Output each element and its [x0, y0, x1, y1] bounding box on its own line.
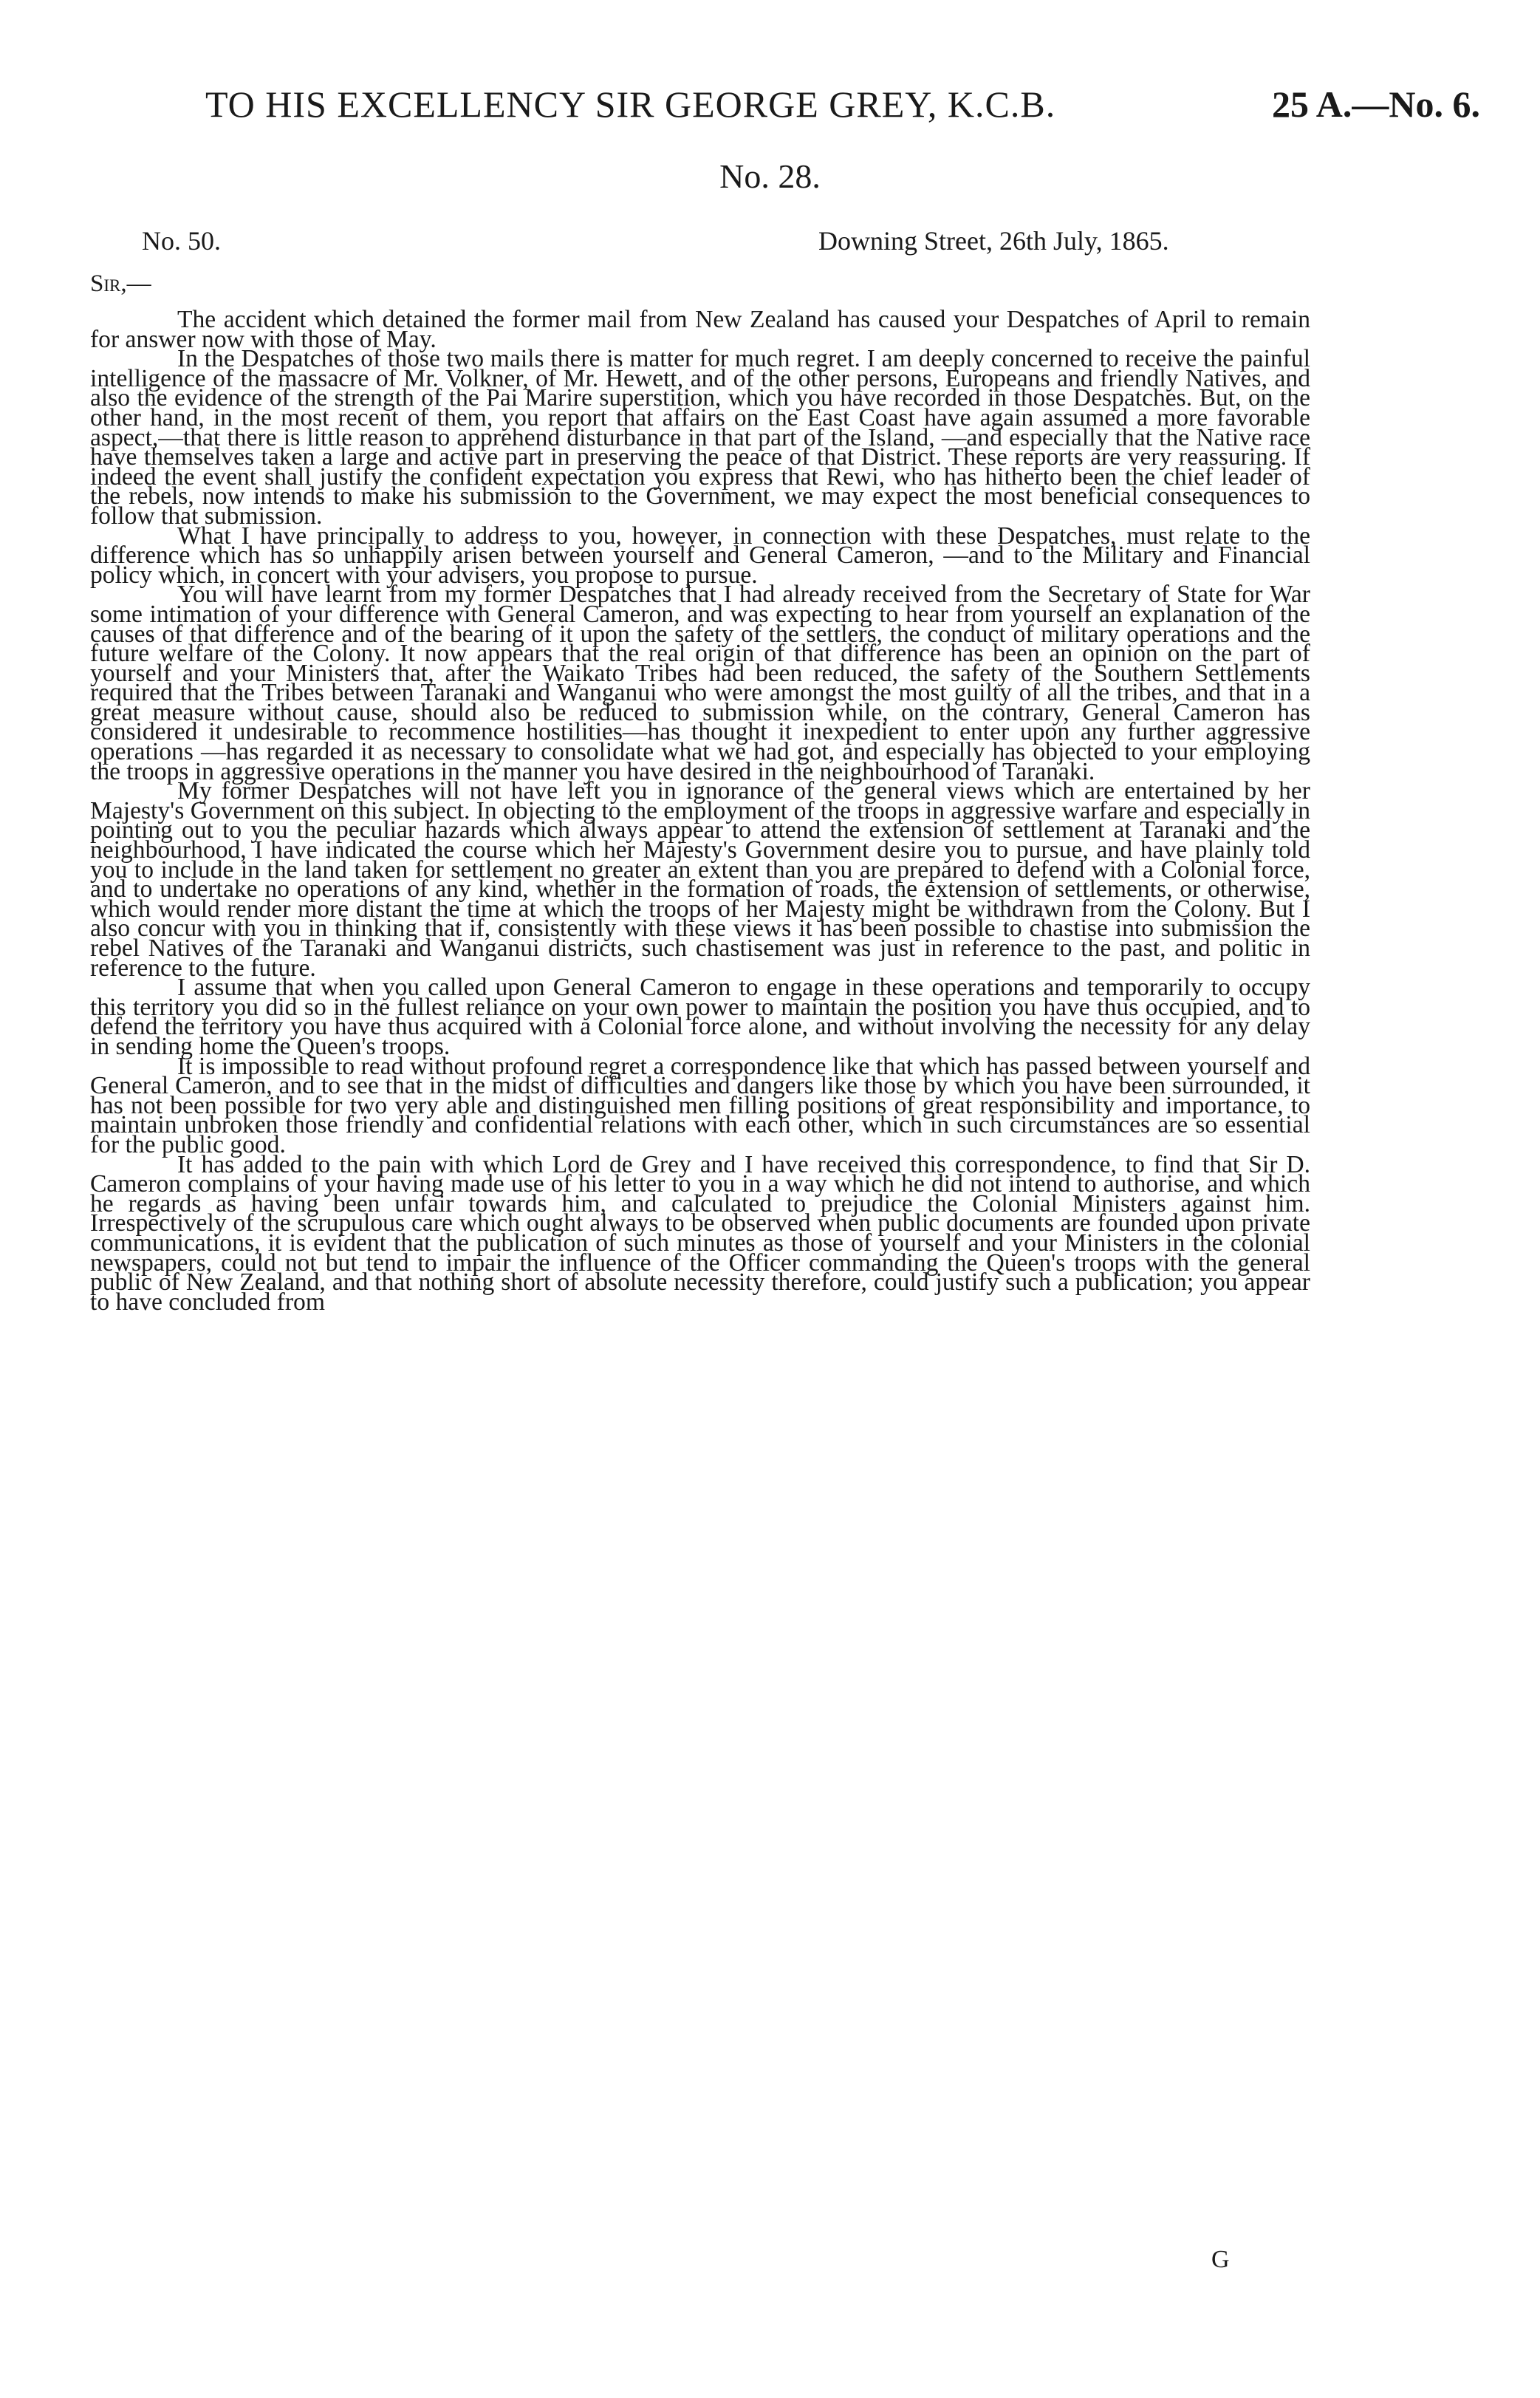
paragraph-8: It has added to the pain with which Lord de Grey and I have received this correspondence, to find that Sir D. Cameron complains of your having made use of his letter to you in a way which he did not intend to authorise, and which he regards as having been unfair towards him, and calculated to prejudice the Colonial Ministers against him. Irrespectively of the scrupulous care which ought always to be observed when public documents are founded upon private communications, it is evident that the publication of such minutes as those of yourself and your Ministers in the colonial newspapers, could not but tend to impair the influence of the Officer commanding the Queen's troops with the general public of New Zealand, and that nothing short of absolute necessity therefore, could justify such a publication; you appear to have concluded from: [90, 1150, 1310, 1316]
page-header-title: TO HIS EXCELLENCY SIR GEORGE GREY, K.C.B.: [205, 83, 1056, 125]
paragraph-4: You will have learnt from my former Despatches that I had already received from the Secretary of State for War some intimation of your difference with General Cameron, and was expecting to hear from yourself an explanation of the causes of that difference and of the bearing of it upon the safety of the settlers, the conduct of military operations and the future welfare of the Colony. It now appears that the real origin of that difference has been an opinion on the part of yourself and your Ministers that, after the Waikato Tribes had been reduced, the safety of the Southern Settlements required that the Tribes between Taranaki and Wanganui who were amongst the most guilty of all the tribes, and that in a great measure without cause, should also be reduced to submission while, on the contrary, General Cameron has considered it undesirable to recommence hostilities—has thought it inexpedient to enter upon any further aggressive operations —has regarded it as necessary to consolidate what we had got, and especially has objected to your employing the troops in aggressive operations in the manner you have desired in the neighbourhood of Taranaki.: [90, 581, 1310, 785]
salutation: Sir,—: [90, 270, 151, 297]
paragraph-1: The accident which detained the former mail from New Zealand has caused your Despatches of April to remain for answer now with those of May.: [90, 306, 1310, 353]
signature-mark: G: [1211, 2246, 1230, 2273]
paragraph-7: It is impossible to read without profound regret a correspondence like that which has passed between yourself and General Cameron, and to see that in the midst of difficulties and dangers like those by which you have been surrounded, it has not been possible for two very able and distinguished men filling positions of great responsibility and importance, to maintain unbroken those friendly and confidential relations with each other, which in such circumstances are so essential for the public good.: [90, 1052, 1310, 1158]
paragraph-3: What I have principally to address to you, however, in connection with these Despatches, must relate to the difference which has so unhappily arisen between yourself and General Cameron, —and to the Military and Financial policy which, in concert with your advisers, you propose to pursue.: [90, 522, 1310, 589]
dateline: Downing Street, 26th July, 1865.: [818, 226, 1169, 256]
document-number: No. 28.: [719, 157, 821, 195]
paragraph-5: My former Despatches will not have left you in ignorance of the general views which are entertained by her Majesty's Government on this subject. In objecting to the employment of the troops in aggressive warfare and especially in pointing out to you the peculiar hazards which always appear to attend the extension of settlement at Taranaki and the neighbourhood, I have indicated the course which her Majesty's Government desire you to pursue, and have plainly told you to include in the land taken for settlement no greater an extent than you are prepared to defend with a Colonial force, and to undertake no operations of any kind, whether in the formation of roads, the extension of settlements, or otherwise, which would render more distant the time at which the troops of her Majesty might be withdrawn from the Colony. But I also concur with you in thinking that if, consistently with these views it has been possible to chastise into submission the rebel Natives of the Taranaki and Wanganui districts, such chastisement was just in reference to the past, and politic in reference to the future.: [90, 777, 1310, 982]
page-header-ref: 25 A.—No. 6.: [1272, 83, 1480, 125]
letter-body: [90, 306, 1310, 1316]
paragraph-6: I assume that when you called upon General Cameron to engage in these operations and temporarily to occupy this territory you did so in the fullest reliance on your own power to maintain the position you have thus occupied, and to defend the territory you have thus acquired with a Colonial force alone, and without involving the necessity for any delay in sending home the Queen's troops.: [90, 974, 1310, 1060]
paragraph-2: In the Despatches of those two mails there is matter for much regret. I am deeply concerned to receive the painful intelligence of the massacre of Mr. Volkner, of Mr. Hewett, and of the other persons, Europeans and friendly Natives, and also the evidence of the strength of the Pai Marire superstition, which you have recorded in those Despatches. But, on the other hand, in the most recent of them, you report that affairs on the East Coast have again assumed a more favorable aspect,—that there is little reason to apprehend disturbance in that part of the Island, —and especially that the Native race have themselves taken a large and active part in preserving the peace of that District. These reports are very reassuring. If indeed the event shall justify the confident expectation you express that Rewi, who has hitherto been the chief leader of the rebels, now intends to make his submission to the Government, we may expect the most beneficial consequences to follow that submission.: [90, 345, 1310, 530]
despatch-number: No. 50.: [142, 226, 221, 256]
